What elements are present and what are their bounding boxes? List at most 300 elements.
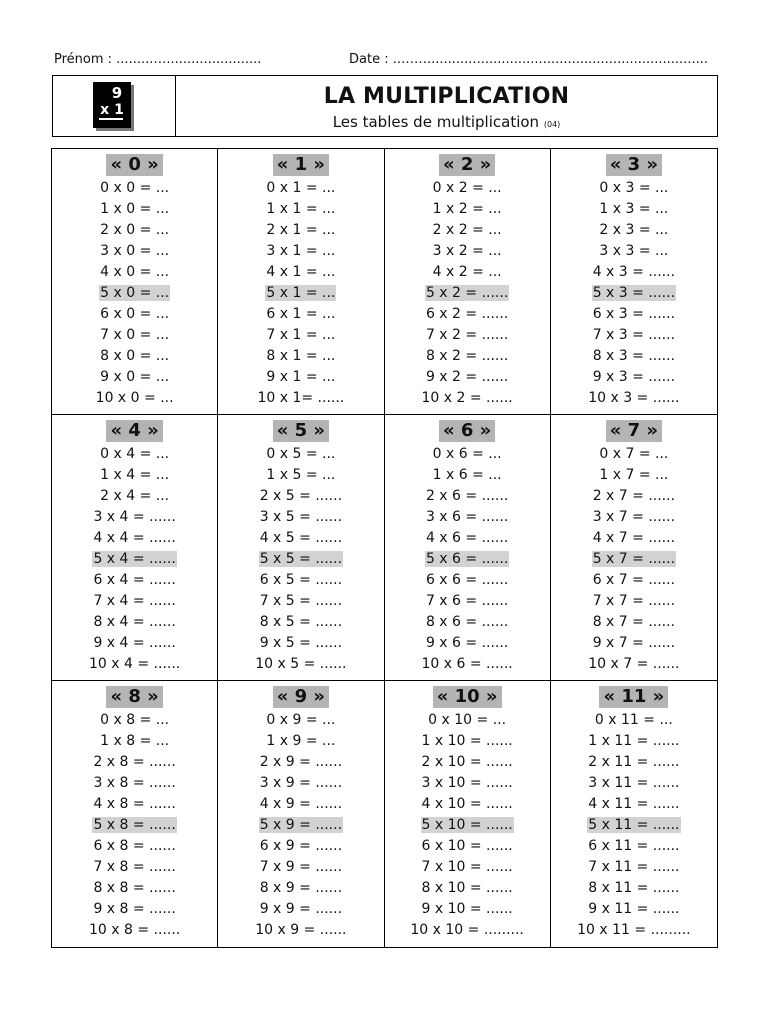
equation-row [52, 486, 217, 507]
equation-row [218, 752, 383, 773]
equation-row [52, 591, 217, 612]
equation-row [385, 444, 550, 465]
equation-text[interactable]: 2 x 10 = ...... [421, 754, 513, 770]
equation-row [551, 878, 717, 899]
equation-text[interactable]: 4 x 11 = ...... [588, 796, 680, 812]
equation-row [218, 773, 383, 794]
equation-row [52, 773, 217, 794]
equation-text[interactable]: 6 x 3 = ...... [592, 306, 676, 322]
table-cell [52, 415, 218, 681]
equation-text[interactable]: 9 x 1 = ... [266, 369, 336, 385]
equation-row [218, 367, 383, 388]
equation-text[interactable]: 4 x 5 = ...... [259, 530, 343, 546]
page-title: LA MULTIPLICATION [323, 84, 570, 109]
equation-row [551, 570, 717, 591]
equation-row [218, 731, 383, 752]
equation-row [218, 654, 383, 675]
equation-row [551, 199, 717, 220]
equation-row [52, 815, 217, 836]
equation-text[interactable]: 5 x 5 = ...... [259, 551, 343, 567]
equation-row [385, 836, 550, 857]
date-field[interactable]: Date : ..…….................................................................... [349, 52, 708, 67]
equation-row [52, 325, 217, 346]
equation-text[interactable]: 9 x 4 = ...... [93, 635, 176, 651]
equation-text[interactable]: 10 x 6 = ...... [421, 656, 513, 672]
equation-row [385, 857, 550, 878]
equation-text[interactable]: 4 x 2 = ... [432, 264, 502, 280]
equation-text[interactable]: 2 x 5 = ...... [259, 488, 343, 504]
equation-row [385, 367, 550, 388]
equation-row [551, 528, 717, 549]
equation-text[interactable]: 2 x 11 = ...... [588, 754, 680, 770]
equation-text[interactable]: 5 x 1 = ... [266, 285, 336, 301]
equation-row [218, 486, 383, 507]
equation-row [385, 773, 550, 794]
equation-text[interactable]: 4 x 6 = ...... [425, 530, 509, 546]
equation-row [385, 262, 550, 283]
equation-text[interactable]: 1 x 6 = ... [432, 467, 502, 483]
equation-row [551, 899, 717, 920]
equation-row [385, 283, 550, 304]
table-title: « 7 » [606, 420, 662, 442]
equation-text[interactable]: 10 x 1= ...... [257, 390, 345, 406]
equation-text[interactable]: 10 x 7 = ...... [588, 656, 680, 672]
equation-text[interactable]: 3 x 6 = ...... [425, 509, 509, 525]
equation-row [52, 346, 217, 367]
equation-row [218, 241, 383, 262]
equation-text[interactable]: 10 x 4 = ...... [89, 656, 181, 672]
equation-text[interactable]: 3 x 8 = ...... [93, 775, 176, 791]
equation-row [218, 199, 383, 220]
equation-row [551, 346, 717, 367]
equation-text[interactable]: 7 x 9 = ...... [259, 859, 343, 875]
equation-row [385, 325, 550, 346]
table-title: « 0 » [106, 154, 162, 176]
equation-text[interactable]: 2 x 7 = ...... [592, 488, 676, 504]
equation-text[interactable]: 7 x 6 = ...... [425, 593, 509, 609]
table-title: « 10 » [433, 686, 502, 708]
equation-row [52, 241, 217, 262]
equation-text[interactable]: 2 x 6 = ...... [425, 488, 509, 504]
equation-row [52, 388, 217, 409]
equation-row [218, 920, 383, 941]
equation-text[interactable]: 8 x 10 = ...... [421, 880, 513, 896]
equation-row [52, 654, 217, 675]
equation-text[interactable]: 10 x 2 = ...... [421, 390, 513, 406]
equation-row [551, 262, 717, 283]
equation-text[interactable]: 5 x 6 = ...... [425, 551, 509, 567]
equation-text[interactable]: 4 x 4 = ...... [93, 530, 176, 546]
equation-row [551, 367, 717, 388]
equation-text[interactable]: 2 x 1 = ... [266, 222, 336, 238]
equation-row [52, 878, 217, 899]
table-cell [385, 415, 551, 681]
equation-text[interactable]: 6 x 5 = ...... [259, 572, 343, 588]
table-cell [52, 149, 218, 415]
equation-row [218, 899, 383, 920]
equation-row [52, 444, 217, 465]
equation-text[interactable]: 6 x 7 = ...... [592, 572, 676, 588]
equation-text[interactable]: 3 x 3 = ... [599, 243, 669, 259]
equation-row [551, 612, 717, 633]
equation-row [218, 465, 383, 486]
equation-row [52, 731, 217, 752]
equation-text[interactable]: 8 x 8 = ...... [93, 880, 176, 896]
table-cell [551, 681, 717, 947]
equation-text[interactable]: 5 x 9 = ...... [259, 817, 343, 833]
equation-text[interactable]: 0 x 3 = ... [599, 180, 669, 196]
equation-row [551, 591, 717, 612]
equation-text[interactable]: 8 x 0 = ... [100, 348, 170, 364]
equation-row [551, 444, 717, 465]
equation-row [218, 836, 383, 857]
equation-text[interactable]: 5 x 0 = ... [100, 285, 170, 301]
equation-text[interactable]: 0 x 6 = ... [432, 446, 502, 462]
equation-text[interactable]: 7 x 1 = ... [266, 327, 336, 343]
equation-text[interactable]: 8 x 3 = ...... [592, 348, 676, 364]
equation-row [385, 878, 550, 899]
equation-row [52, 752, 217, 773]
equation-text[interactable]: 2 x 3 = ... [599, 222, 669, 238]
equation-row [385, 570, 550, 591]
equation-text[interactable]: 3 x 9 = ...... [259, 775, 343, 791]
equation-text[interactable]: 10 x 11 = ......... [577, 922, 691, 938]
logo-bottom: x 1 [100, 102, 124, 118]
equation-text[interactable]: 8 x 5 = ...... [259, 614, 343, 630]
equation-row [551, 486, 717, 507]
equation-row [551, 633, 717, 654]
equation-text[interactable]: 7 x 8 = ...... [93, 859, 176, 875]
equation-row [385, 654, 550, 675]
equation-row [52, 710, 217, 731]
table-cell [52, 681, 218, 947]
equation-row [551, 465, 717, 486]
equation-row [551, 283, 717, 304]
equation-row [385, 710, 550, 731]
equation-text[interactable]: 0 x 1 = ... [266, 180, 336, 196]
equation-row [385, 549, 550, 570]
equation-text[interactable]: 4 x 0 = ... [100, 264, 170, 280]
equation-row [52, 199, 217, 220]
equation-row [218, 549, 383, 570]
table-cell [218, 149, 384, 415]
equation-text[interactable]: 9 x 11 = ...... [588, 901, 680, 917]
equation-row [52, 920, 217, 941]
equation-text[interactable]: 3 x 5 = ...... [259, 509, 343, 525]
equation-row [52, 857, 217, 878]
equation-text[interactable]: 5 x 3 = ...... [592, 285, 676, 301]
tables-grid [51, 148, 718, 948]
sheet-code: (04) [543, 120, 561, 129]
equation-row [218, 325, 383, 346]
equation-row [551, 836, 717, 857]
table-title: « 9 » [273, 686, 329, 708]
table-title: « 5 » [273, 420, 329, 442]
equation-row [218, 346, 383, 367]
equation-text[interactable]: 6 x 8 = ...... [93, 838, 176, 854]
equation-text[interactable]: 1 x 1 = ... [266, 201, 336, 217]
equation-text[interactable]: 10 x 9 = ...... [255, 922, 347, 938]
equation-text[interactable]: 2 x 0 = ... [100, 222, 170, 238]
equation-row [385, 304, 550, 325]
equation-text[interactable]: 1 x 9 = ... [266, 733, 336, 749]
equation-row [385, 465, 550, 486]
table-cell [385, 681, 551, 947]
equation-row [551, 857, 717, 878]
table-title: « 2 » [439, 154, 495, 176]
equation-row [218, 591, 383, 612]
equation-row [551, 752, 717, 773]
equation-text[interactable]: 5 x 2 = ...... [425, 285, 509, 301]
equation-row [551, 304, 717, 325]
equation-text[interactable]: 1 x 8 = ... [100, 733, 170, 749]
equation-row [52, 794, 217, 815]
equation-text[interactable]: 1 x 5 = ... [266, 467, 336, 483]
equation-text[interactable]: 10 x 0 = ... [95, 390, 174, 406]
equation-text[interactable]: 7 x 0 = ... [100, 327, 170, 343]
equation-text[interactable]: 7 x 3 = ...... [592, 327, 676, 343]
equation-text[interactable]: 7 x 7 = ...... [592, 593, 676, 609]
equation-text[interactable]: 1 x 4 = ... [100, 467, 170, 483]
equation-row [551, 220, 717, 241]
table-cell [385, 149, 551, 415]
equation-row [385, 486, 550, 507]
equation-text[interactable]: 6 x 6 = ...... [425, 572, 509, 588]
equation-row [218, 878, 383, 899]
equation-row [385, 199, 550, 220]
equation-text[interactable]: 9 x 9 = ...... [259, 901, 343, 917]
equation-row [551, 794, 717, 815]
equation-text[interactable]: 8 x 1 = ... [266, 348, 336, 364]
equation-text[interactable]: 9 x 6 = ...... [425, 635, 509, 651]
equation-row [52, 549, 217, 570]
equation-row [551, 815, 717, 836]
equation-row [385, 241, 550, 262]
equation-row [52, 220, 217, 241]
equation-row [218, 262, 383, 283]
equation-text[interactable]: 1 x 10 = ...... [421, 733, 513, 749]
equation-text[interactable]: 4 x 7 = ...... [592, 530, 676, 546]
equation-row [52, 367, 217, 388]
equation-row [52, 899, 217, 920]
equation-row [385, 612, 550, 633]
equation-text[interactable]: 6 x 11 = ...... [588, 838, 680, 854]
table-cell [218, 681, 384, 947]
table-title: « 1 » [273, 154, 329, 176]
equation-text[interactable]: 9 x 10 = ...... [421, 901, 513, 917]
equation-row [52, 283, 217, 304]
equation-text[interactable]: 4 x 10 = ...... [421, 796, 513, 812]
equation-row [52, 570, 217, 591]
equation-text[interactable]: 10 x 10 = ......... [410, 922, 524, 938]
equation-text[interactable]: 7 x 11 = ...... [588, 859, 680, 875]
equation-text[interactable]: 5 x 4 = ...... [93, 551, 176, 567]
equation-row [218, 633, 383, 654]
equation-text[interactable]: 6 x 2 = ...... [425, 306, 509, 322]
equation-row [385, 507, 550, 528]
equation-text[interactable]: 0 x 9 = ... [266, 712, 336, 728]
equation-text[interactable]: 0 x 7 = ... [599, 446, 669, 462]
table-title: « 11 » [599, 686, 668, 708]
equation-row [52, 836, 217, 857]
equation-row [551, 325, 717, 346]
equation-row [551, 549, 717, 570]
equation-text[interactable]: 10 x 3 = ...... [588, 390, 680, 406]
equation-text[interactable]: 3 x 11 = ...... [588, 775, 680, 791]
equation-text[interactable]: 7 x 10 = ...... [421, 859, 513, 875]
equation-text[interactable]: 2 x 2 = ... [432, 222, 502, 238]
equation-text[interactable]: 8 x 6 = ...... [425, 614, 509, 630]
equation-text[interactable]: 9 x 0 = ... [100, 369, 170, 385]
equation-text[interactable]: 9 x 3 = ...... [592, 369, 676, 385]
equation-text[interactable]: 2 x 8 = ...... [93, 754, 176, 770]
equation-text[interactable]: 5 x 8 = ...... [93, 817, 176, 833]
equation-row [218, 507, 383, 528]
equation-text[interactable]: 8 x 11 = ...... [588, 880, 680, 896]
equation-text[interactable]: 6 x 1 = ... [266, 306, 336, 322]
equation-text[interactable]: 7 x 5 = ...... [259, 593, 343, 609]
equation-row [551, 920, 717, 941]
equation-row [551, 654, 717, 675]
equation-text[interactable]: 4 x 1 = ... [266, 264, 336, 280]
table-title: « 4 » [106, 420, 162, 442]
equation-row [385, 528, 550, 549]
equation-row [551, 710, 717, 731]
equation-row [218, 857, 383, 878]
equation-row [551, 507, 717, 528]
equation-text[interactable]: 6 x 0 = ... [100, 306, 170, 322]
equation-text[interactable]: 1 x 2 = ... [432, 201, 502, 217]
equation-row [385, 346, 550, 367]
equation-text[interactable]: 4 x 3 = ...... [592, 264, 676, 280]
equation-text[interactable]: 9 x 8 = ...... [93, 901, 176, 917]
equation-row [52, 528, 217, 549]
equation-text[interactable]: 9 x 7 = ...... [592, 635, 676, 651]
page-subtitle [176, 113, 717, 131]
equation-text[interactable]: 7 x 2 = ...... [425, 327, 509, 343]
equation-row [218, 570, 383, 591]
equation-text[interactable]: 9 x 2 = ...... [425, 369, 509, 385]
equation-text[interactable]: 5 x 11 = ...... [588, 817, 680, 833]
equation-row [385, 899, 550, 920]
equation-text[interactable]: 0 x 8 = ... [100, 712, 170, 728]
equation-row [218, 444, 383, 465]
logo-top: 9 [111, 84, 123, 102]
equation-row [385, 752, 550, 773]
equation-text[interactable]: 8 x 9 = ...... [259, 880, 343, 896]
prenom-field[interactable]: Prénom : .........…....................... [54, 52, 262, 67]
equation-text[interactable]: 0 x 4 = ... [100, 446, 170, 462]
equation-text[interactable]: 3 x 7 = ...... [592, 509, 676, 525]
equation-text[interactable]: 4 x 9 = ...... [259, 796, 343, 812]
equation-text[interactable]: 10 x 5 = ...... [255, 656, 347, 672]
title-cell [176, 76, 717, 136]
table-title: « 8 » [106, 686, 162, 708]
equation-text[interactable]: 3 x 0 = ... [100, 243, 170, 259]
equation-text[interactable]: 7 x 4 = ...... [93, 593, 176, 609]
equation-row [551, 388, 717, 409]
equation-row [385, 815, 550, 836]
equation-text[interactable]: 5 x 10 = ...... [421, 817, 513, 833]
equation-text[interactable]: 1 x 11 = ...... [588, 733, 680, 749]
table-title: « 6 » [439, 420, 495, 442]
equation-text[interactable]: 8 x 4 = ...... [93, 614, 176, 630]
equation-text[interactable]: 4 x 8 = ...... [93, 796, 176, 812]
equation-row [385, 591, 550, 612]
equation-row [551, 178, 717, 199]
equation-row [218, 178, 383, 199]
equation-row [218, 612, 383, 633]
equation-row [385, 178, 550, 199]
equation-text[interactable]: 0 x 5 = ... [266, 446, 336, 462]
equation-text[interactable]: 3 x 4 = ...... [93, 509, 176, 525]
equation-text[interactable]: 8 x 7 = ...... [592, 614, 676, 630]
equation-text[interactable]: 0 x 0 = ... [100, 180, 170, 196]
equation-text[interactable]: 1 x 7 = ... [599, 467, 669, 483]
equation-row [218, 283, 383, 304]
equation-text[interactable]: 2 x 9 = ...... [259, 754, 343, 770]
equation-row [52, 612, 217, 633]
equation-row [218, 220, 383, 241]
equation-row [385, 794, 550, 815]
logo-cell [53, 76, 176, 136]
equation-text[interactable]: 6 x 9 = ...... [259, 838, 343, 854]
equation-row [385, 388, 550, 409]
equation-text[interactable]: 1 x 0 = ... [100, 201, 170, 217]
equation-text[interactable]: 10 x 8 = ...... [89, 922, 181, 938]
table-title: « 3 » [606, 154, 662, 176]
equation-text[interactable]: 0 x 10 = ... [428, 712, 507, 728]
title-box [52, 75, 718, 137]
equation-row [218, 710, 383, 731]
equation-text[interactable]: 3 x 2 = ... [432, 243, 502, 259]
equation-row [52, 262, 217, 283]
equation-text[interactable]: 6 x 4 = ...... [93, 572, 176, 588]
equation-text[interactable]: 3 x 10 = ...... [421, 775, 513, 791]
equation-text[interactable]: 6 x 10 = ...... [421, 838, 513, 854]
equation-text[interactable]: 0 x 2 = ... [432, 180, 502, 196]
subtitle-text: Les tables de multiplication [332, 113, 540, 131]
equation-text[interactable]: 9 x 5 = ...... [259, 635, 343, 651]
equation-row [218, 388, 383, 409]
equation-text[interactable]: 3 x 1 = ... [266, 243, 336, 259]
equation-row [551, 773, 717, 794]
equation-row [385, 220, 550, 241]
equation-text[interactable]: 8 x 2 = ...... [425, 348, 509, 364]
logo-bar [99, 118, 123, 120]
equation-text[interactable]: 2 x 4 = ... [100, 488, 170, 504]
table-cell [218, 415, 384, 681]
equation-row [385, 731, 550, 752]
equation-text[interactable]: 0 x 11 = ... [594, 712, 673, 728]
equation-row [52, 178, 217, 199]
table-cell [551, 149, 717, 415]
equation-row [218, 528, 383, 549]
equation-row [218, 304, 383, 325]
equation-row [218, 815, 383, 836]
equation-row [385, 920, 550, 941]
equation-text[interactable]: 1 x 3 = ... [599, 201, 669, 217]
header-fields [52, 52, 718, 72]
equation-row [551, 731, 717, 752]
equation-row [52, 465, 217, 486]
equation-text[interactable]: 5 x 7 = ...... [592, 551, 676, 567]
equation-row [52, 304, 217, 325]
equation-row [551, 241, 717, 262]
equation-row [52, 633, 217, 654]
equation-row [52, 507, 217, 528]
multiplication-logo-icon [93, 82, 131, 128]
